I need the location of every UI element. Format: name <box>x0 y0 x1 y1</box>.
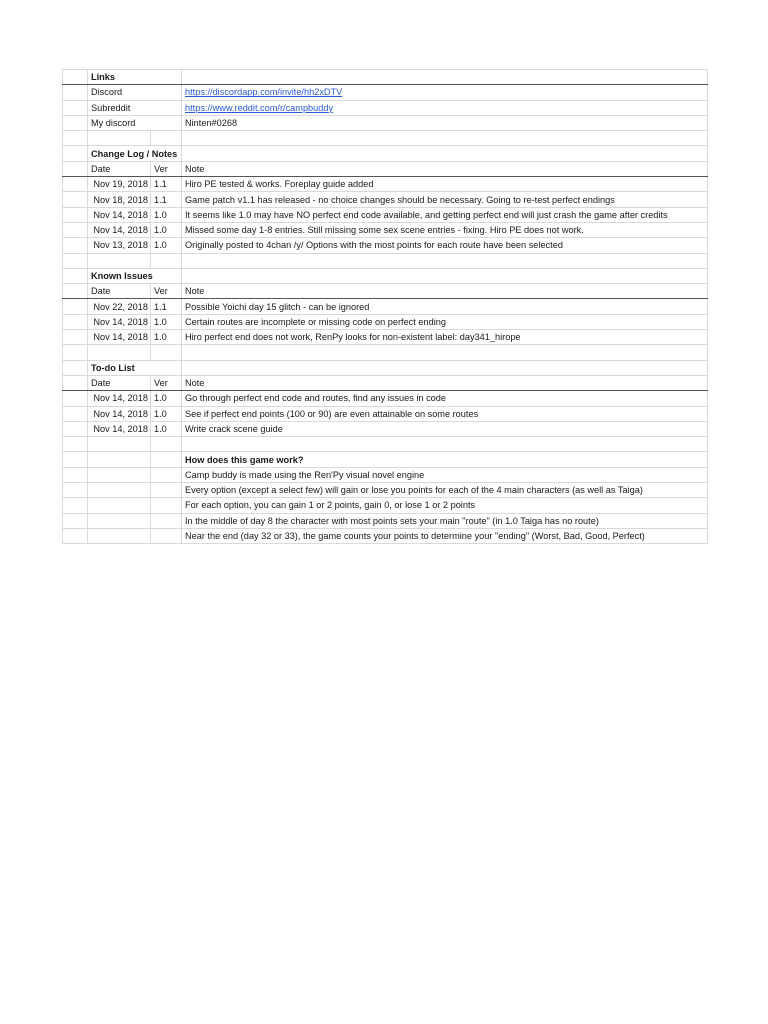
note-cell: See if perfect end points (100 or 90) are even attainable on some routes <box>182 406 708 421</box>
blank-row <box>63 345 708 360</box>
links-row <box>63 100 708 115</box>
date-cell: Nov 18, 2018 <box>88 192 151 207</box>
ver-cell: 1.0 <box>151 391 182 406</box>
date-cell: Nov 13, 2018 <box>88 238 151 253</box>
links-header: Links <box>88 70 182 85</box>
note-cell: Missed some day 1-8 entries. Still missing some sex scene entries - fixing. Hiro PE does not work. <box>182 222 708 237</box>
date-cell: Nov 14, 2018 <box>88 391 151 406</box>
col-note: Note <box>182 375 708 390</box>
col-ver: Ver <box>151 284 182 299</box>
subreddit-link[interactable]: https://www.reddit.com/r/campbuddy <box>185 102 334 113</box>
list-item <box>63 498 708 513</box>
blank-row <box>63 253 708 268</box>
known-issues-columns <box>63 284 708 299</box>
table-row <box>63 421 708 436</box>
link-label: Discord <box>88 85 182 100</box>
howto-line: Every option (except a select few) will gain or lose you points for each of the 4 main characters (as well as Taiga) <box>182 483 708 498</box>
howto-line: In the middle of day 8 the character with most points sets your main "route" (in 1.0 Taiga has no route) <box>182 513 708 528</box>
table-row <box>63 330 708 345</box>
links-header-row <box>63 70 708 85</box>
note-cell: Hiro perfect end does not work, RenPy looks for non-existent label: day341_hirope <box>182 330 708 345</box>
col-ver: Ver <box>151 375 182 390</box>
date-cell: Nov 14, 2018 <box>88 406 151 421</box>
date-cell: Nov 14, 2018 <box>88 207 151 222</box>
note-cell: Write crack scene guide <box>182 421 708 436</box>
table-row <box>63 314 708 329</box>
links-row <box>63 85 708 100</box>
list-item <box>63 467 708 482</box>
todo-columns <box>63 375 708 390</box>
table-row <box>63 391 708 406</box>
ver-cell: 1.1 <box>151 192 182 207</box>
table-row <box>63 238 708 253</box>
note-cell: Originally posted to 4chan /y/ Options with the most points for each route have been selected <box>182 238 708 253</box>
todo-header: To-do List <box>88 360 182 375</box>
col-ver: Ver <box>151 161 182 176</box>
ver-cell: 1.0 <box>151 330 182 345</box>
date-cell: Nov 14, 2018 <box>88 330 151 345</box>
links-row <box>63 115 708 130</box>
note-cell: Certain routes are incomplete or missing code on perfect ending <box>182 314 708 329</box>
col-date: Date <box>88 161 151 176</box>
table-row <box>63 207 708 222</box>
list-item <box>63 513 708 528</box>
list-item <box>63 483 708 498</box>
col-note: Note <box>182 284 708 299</box>
table-row <box>63 177 708 192</box>
ver-cell: 1.0 <box>151 238 182 253</box>
date-cell: Nov 14, 2018 <box>88 314 151 329</box>
col-date: Date <box>88 375 151 390</box>
howto-line: Camp buddy is made using the Ren'Py visual novel engine <box>182 467 708 482</box>
note-cell: Possible Yoichi day 15 glitch - can be ignored <box>182 299 708 314</box>
changelog-header: Change Log / Notes <box>88 146 182 161</box>
known-issues-header: Known Issues <box>88 268 182 283</box>
blank-row <box>63 437 708 452</box>
my-discord-value: Ninten#0268 <box>182 115 708 130</box>
ver-cell: 1.1 <box>151 299 182 314</box>
howto-line: For each option, you can gain 1 or 2 points, gain 0, or lose 1 or 2 points <box>182 498 708 513</box>
blank-row <box>63 131 708 146</box>
table-row <box>63 192 708 207</box>
discord-link[interactable]: https://discordapp.com/invite/hh2xDTV <box>185 87 343 98</box>
note-cell: Go through perfect end code and routes, find any issues in code <box>182 391 708 406</box>
date-cell: Nov 14, 2018 <box>88 421 151 436</box>
known-issues-header-row <box>63 268 708 283</box>
howto-header-row <box>63 452 708 467</box>
date-cell: Nov 22, 2018 <box>88 299 151 314</box>
ver-cell: 1.0 <box>151 406 182 421</box>
ver-cell: 1.0 <box>151 421 182 436</box>
todo-header-row <box>63 360 708 375</box>
changelog-header-row <box>63 146 708 161</box>
ver-cell: 1.0 <box>151 314 182 329</box>
table-row <box>63 299 708 314</box>
link-label: My discord <box>88 115 182 130</box>
table-row <box>63 222 708 237</box>
note-cell: Game patch v1.1 has released - no choice changes should be necessary. Going to re-test perfect endings <box>182 192 708 207</box>
table-row <box>63 406 708 421</box>
changelog-columns <box>63 161 708 176</box>
col-date: Date <box>88 284 151 299</box>
note-cell: It seems like 1.0 may have NO perfect end code available, and getting perfect end will just crash the game after credits <box>182 207 708 222</box>
ver-cell: 1.1 <box>151 177 182 192</box>
howto-line: Near the end (day 32 or 33), the game counts your points to determine your "ending" (Worst, Bad, Good, Perfect) <box>182 528 708 543</box>
note-cell: Hiro PE tested & works. Foreplay guide added <box>182 177 708 192</box>
col-note: Note <box>182 161 708 176</box>
list-item <box>63 528 708 543</box>
link-label: Subreddit <box>88 100 182 115</box>
spreadsheet <box>62 69 708 544</box>
date-cell: Nov 14, 2018 <box>88 222 151 237</box>
ver-cell: 1.0 <box>151 207 182 222</box>
howto-header: How does this game work? <box>182 452 708 467</box>
date-cell: Nov 19, 2018 <box>88 177 151 192</box>
ver-cell: 1.0 <box>151 222 182 237</box>
